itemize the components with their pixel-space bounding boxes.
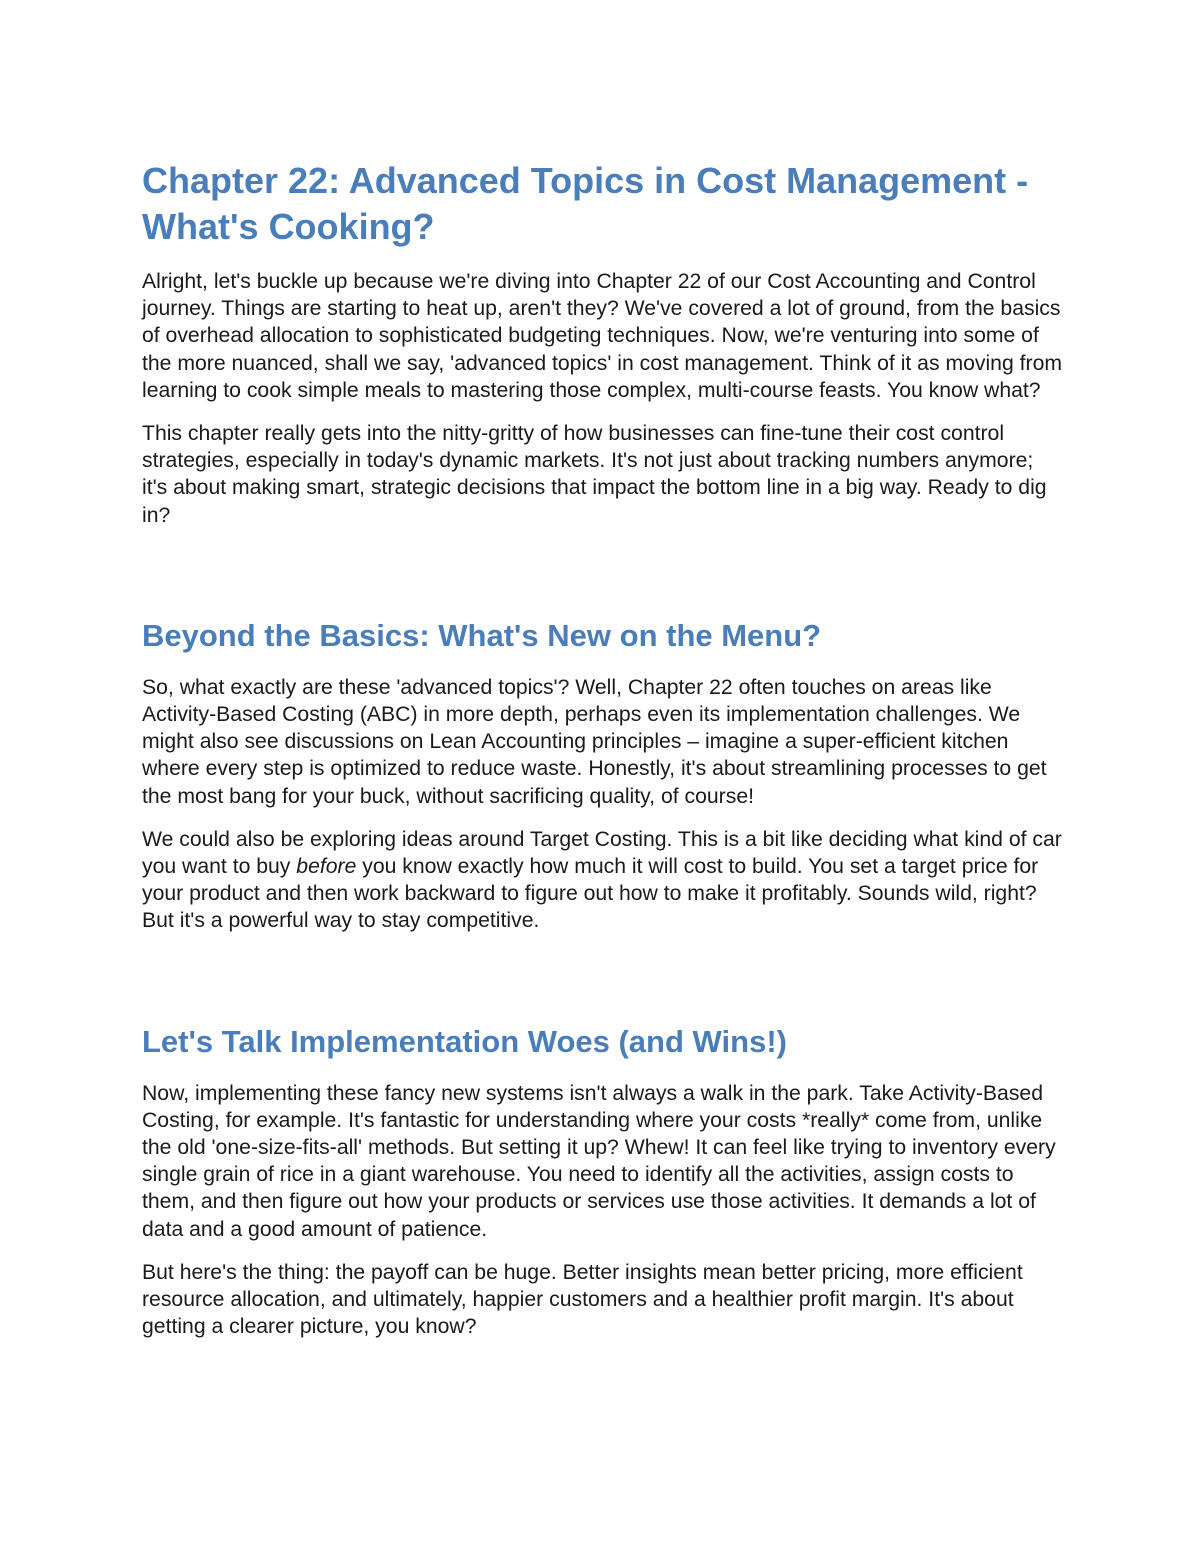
paragraph-text: We could also be exploring ideas around Target Costing. This is a bit like deciding what kind of car you want to buy <box>142 827 1062 879</box>
section-2-paragraph-2: But here's the thing: the payoff can be huge. Better insights mean better pricing, more efficient resource allocation, and ultimately, happier customers and a healthier profit margin. It's about getting a clearer picture, you know? <box>142 1260 1023 1339</box>
page-title: Chapter 22: Advanced Topics in Cost Management - What's Cooking? <box>142 160 1029 247</box>
emphasis-text: before <box>296 855 357 879</box>
section-heading-implementation: Let's Talk Implementation Woes (and Wins!) <box>142 1023 787 1059</box>
intro-paragraph-1: Alright, let's buckle up because we're diving into Chapter 22 of our Cost Accounting and Control journey. Things are starting to heat up, aren't they? We've covered a lot of ground, from the basics of overhead allocation to sophisticated budgeting techniques. Now, we're venturing into some of the more nuanced, shall we say, 'advanced topics' in cost management. Think of it as moving from learning to cook simple meals to mastering those complex, multi-course feasts. You know what? <box>142 270 1063 402</box>
section-1-paragraph-1: So, what exactly are these 'advanced topics'? Well, Chapter 22 often touches on areas like Activity-Based Costing (ABC) in more depth, perhaps even its implementation challenges. We might also see discussions on Lean Accounting principles – imagine a super-efficient kitchen where every step is optimized to reduce waste. Honestly, it's about streamlining processes to get the most bang for your buck, without sacrificing quality, of course! <box>142 675 1047 808</box>
section-spacer <box>142 545 1062 616</box>
intro-paragraph-2: This chapter really gets into the nitty-gritty of how businesses can fine-tune their cost control strategies, especially in today's dynamic markets. It's not just about tracking numbers anymore; it's about making smart, strategic decisions that impact the bottom line in a big way. Ready to dig in? <box>142 422 1047 527</box>
section-heading-menu: Beyond the Basics: What's New on the Menu? <box>142 617 822 653</box>
section-1-paragraph-2 <box>142 826 1062 935</box>
section-spacer <box>142 951 1062 1022</box>
section-2-paragraph-1: Now, implementing these fancy new systems isn't always a walk in the park. Take Activity-Based Costing, for example. It's fantastic for understanding where your costs *really* come from, unlike the old 'one-size-fits-all' methods. But setting it up? Whew! It can feel like trying to inventory every single grain of rice in a giant warehouse. You need to identify all the activities, assign costs to them, and then figure out how your products or services use those activities. It demands a lot of data and a good amount of patience. <box>142 1081 1056 1241</box>
paragraph-text: you know exactly how much it will cost to build. You set a target price for your product and then work backward to figure out how to make it profitably. Sounds wild, right? But it's a powerful way to stay competitive. <box>142 855 1039 933</box>
document-page <box>142 158 1062 1356</box>
